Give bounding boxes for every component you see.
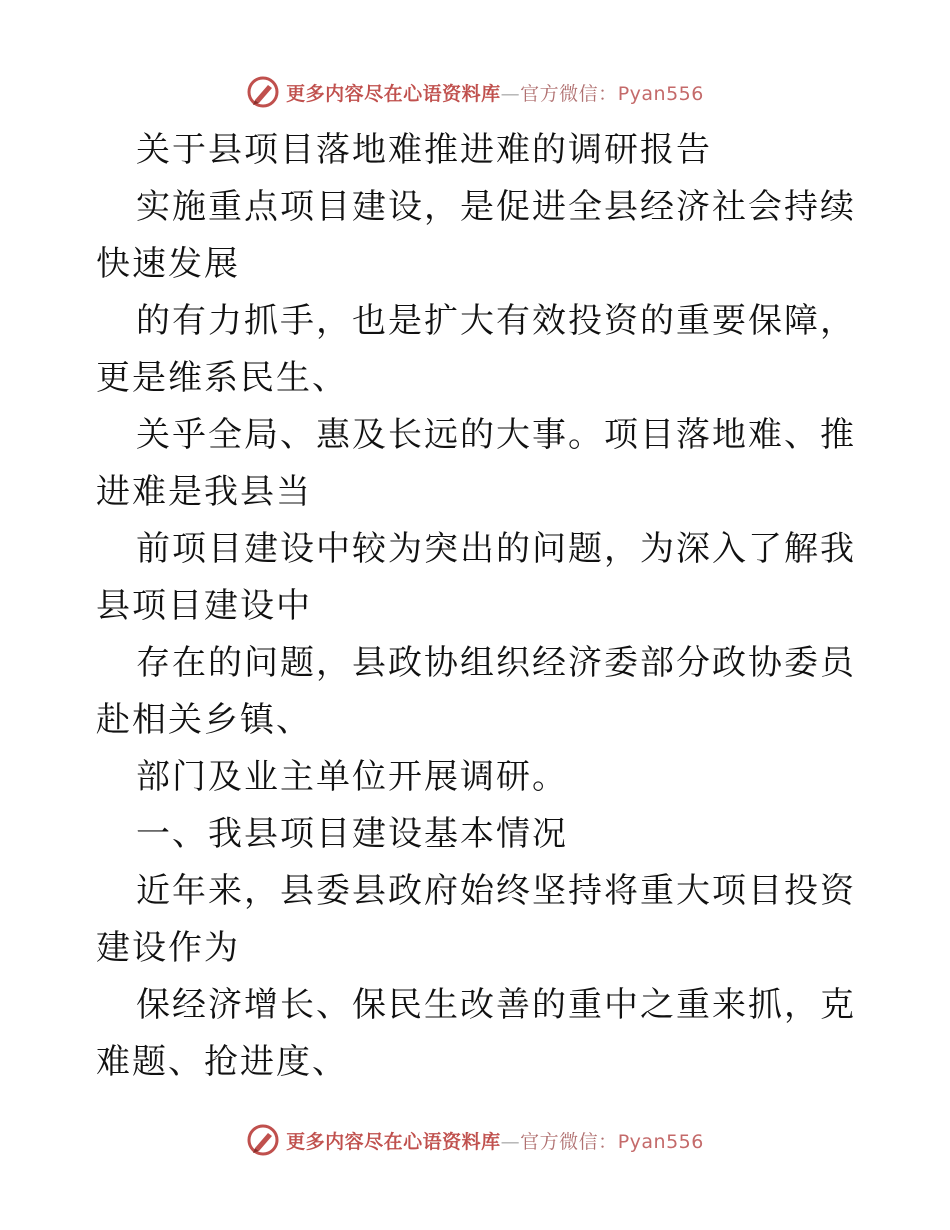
pen-logo-icon	[246, 75, 280, 109]
document-body	[96, 122, 856, 1091]
paragraph: 存在的问题，县政协组织经济委部分政协委员赴相关乡镇、	[96, 643, 856, 740]
pen-logo-icon	[246, 1123, 280, 1157]
watermark-account: Pyan556	[617, 82, 704, 105]
paragraph: 部门及业主单位开展调研。	[136, 757, 568, 797]
watermark-brand: 更多内容尽在心语资料库	[286, 82, 501, 105]
document-title: 关于县项目落地难推进难的调研报告	[136, 130, 712, 170]
watermark-account: Pyan556	[617, 1130, 704, 1153]
watermark-label: 官方微信：	[520, 82, 618, 105]
watermark-brand: 更多内容尽在心语资料库	[286, 1130, 501, 1153]
watermark-footer	[0, 1120, 950, 1160]
watermark-text	[286, 79, 704, 106]
watermark-header	[0, 72, 950, 112]
paragraph: 近年来，县委县政府始终坚持将重大项目投资建设作为	[96, 871, 856, 968]
paragraph: 的有力抓手，也是扩大有效投资的重要保障，更是维系民生、	[96, 301, 856, 398]
paragraph: 实施重点项目建设，是促进全县经济社会持续快速发展	[96, 187, 856, 284]
paragraph: 保经济增长、保民生改善的重中之重来抓，克难题、抢进度、	[96, 985, 856, 1082]
section-heading: 一、我县项目建设基本情况	[136, 814, 568, 854]
watermark-separator: —	[500, 1130, 521, 1153]
watermark-separator: —	[500, 82, 521, 105]
watermark-text	[286, 1127, 704, 1154]
paragraph: 前项目建设中较为突出的问题，为深入了解我县项目建设中	[96, 529, 856, 626]
watermark-label: 官方微信：	[520, 1130, 618, 1153]
paragraph: 关乎全局、惠及长远的大事。项目落地难、推进难是我县当	[96, 415, 856, 512]
